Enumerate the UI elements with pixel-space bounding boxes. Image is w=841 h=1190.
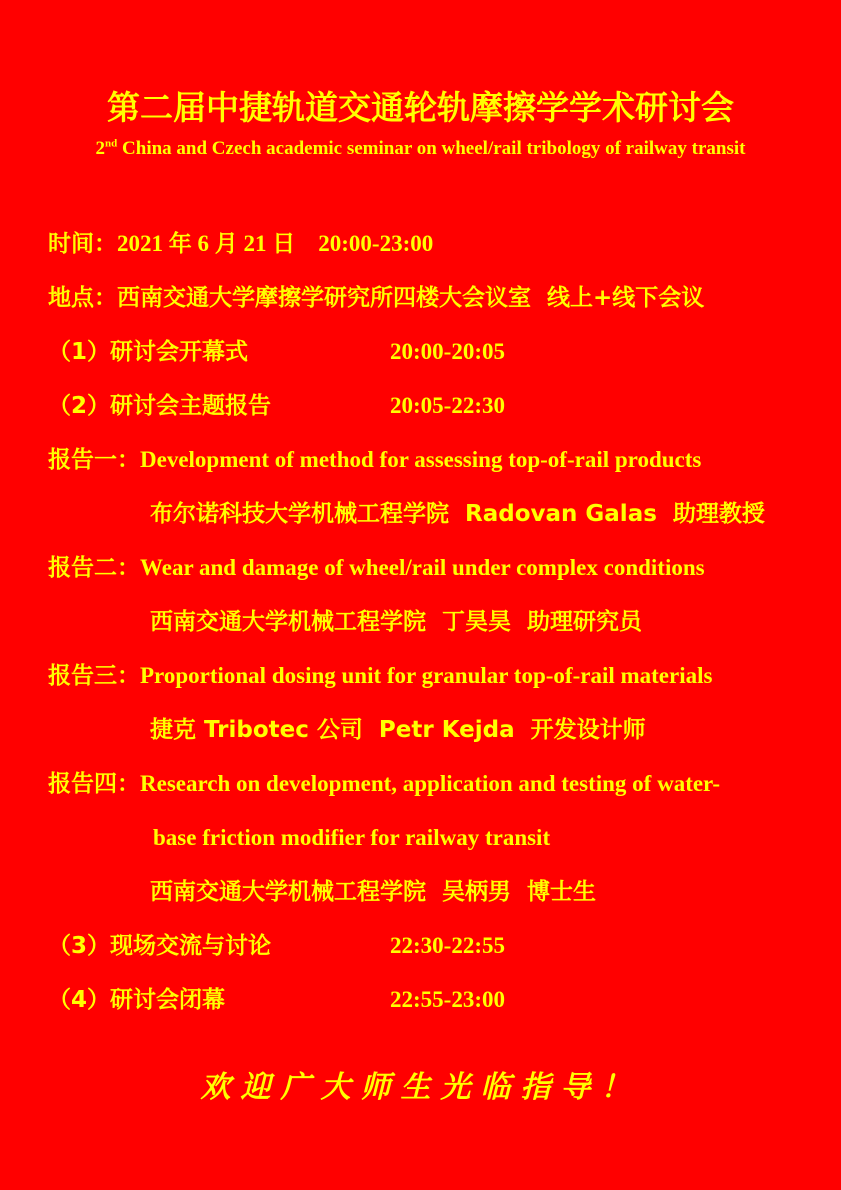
schedule-closing-label: （4）研讨会闭幕 <box>48 987 226 1013</box>
schedule-exchange-label: （3）现场交流与讨论 <box>48 933 272 959</box>
schedule-opening <box>48 337 841 367</box>
report-1-speaker: 布尔诺科技大学机械工程学院 Radovan Galas 助理教授 <box>150 501 765 527</box>
time-label: 时间： <box>48 231 117 257</box>
poster-subtitle <box>0 138 841 160</box>
schedule-opening-label: （1）研讨会开幕式 <box>48 339 249 365</box>
place-value: 西南交通大学摩擦学研究所四楼大会议室 线上+线下会议 <box>117 285 705 311</box>
report-4-label: 报告四： <box>48 771 140 797</box>
schedule-exchange-time: 22:30-22:55 <box>390 933 505 958</box>
report-3-speaker: 捷克 Tribotec 公司 Petr Kejda 开发设计师 <box>150 717 646 743</box>
schedule-theme <box>48 391 841 421</box>
schedule-closing <box>48 985 841 1015</box>
report-3-title: Proportional dosing unit for granular top-of-rail materials <box>140 663 713 688</box>
welcome-footer: 欢迎广大师生光临指导！ <box>200 1070 641 1105</box>
report-1-title: Development of method for assessing top-of-rail products <box>140 447 702 472</box>
place-label: 地点： <box>48 285 117 311</box>
report-3-label: 报告三： <box>48 663 140 689</box>
report-2-row <box>48 553 705 583</box>
schedule-opening-time: 20:00-20:05 <box>390 339 505 364</box>
report-4-speaker: 西南交通大学机械工程学院 吴柄男 博士生 <box>150 879 597 905</box>
report-3-row <box>48 661 712 691</box>
report-2-speaker: 西南交通大学机械工程学院 丁昊昊 助理研究员 <box>150 609 643 635</box>
report-1-label: 报告一： <box>48 447 140 473</box>
report-4-title: Research on development, application and testing of water- <box>140 771 721 796</box>
place-row <box>48 283 704 313</box>
time-value: 2021 年 6 月 21 日 20:00-23:00 <box>117 231 434 256</box>
schedule-theme-label: （2）研讨会主题报告 <box>48 393 272 419</box>
subtitle-ordinal: 2 <box>95 138 106 159</box>
report-2-title: Wear and damage of wheel/rail under complex conditions <box>140 555 705 580</box>
report-4-title-cont: base friction modifier for railway transit <box>153 825 551 850</box>
schedule-closing-time: 22:55-23:00 <box>390 987 505 1012</box>
schedule-theme-time: 20:05-22:30 <box>390 393 505 418</box>
subtitle-rest: China and Czech academic seminar on wheel/rail tribology of railway transit <box>117 138 746 159</box>
schedule-exchange <box>48 931 841 961</box>
report-4-row <box>48 769 720 799</box>
poster-title: 第二届中捷轨道交通轮轨摩擦学学术研讨会 <box>107 88 734 127</box>
subtitle-sup: nd <box>105 137 118 150</box>
report-1-row <box>48 445 701 475</box>
time-row <box>48 229 433 259</box>
report-2-label: 报告二： <box>48 555 140 581</box>
